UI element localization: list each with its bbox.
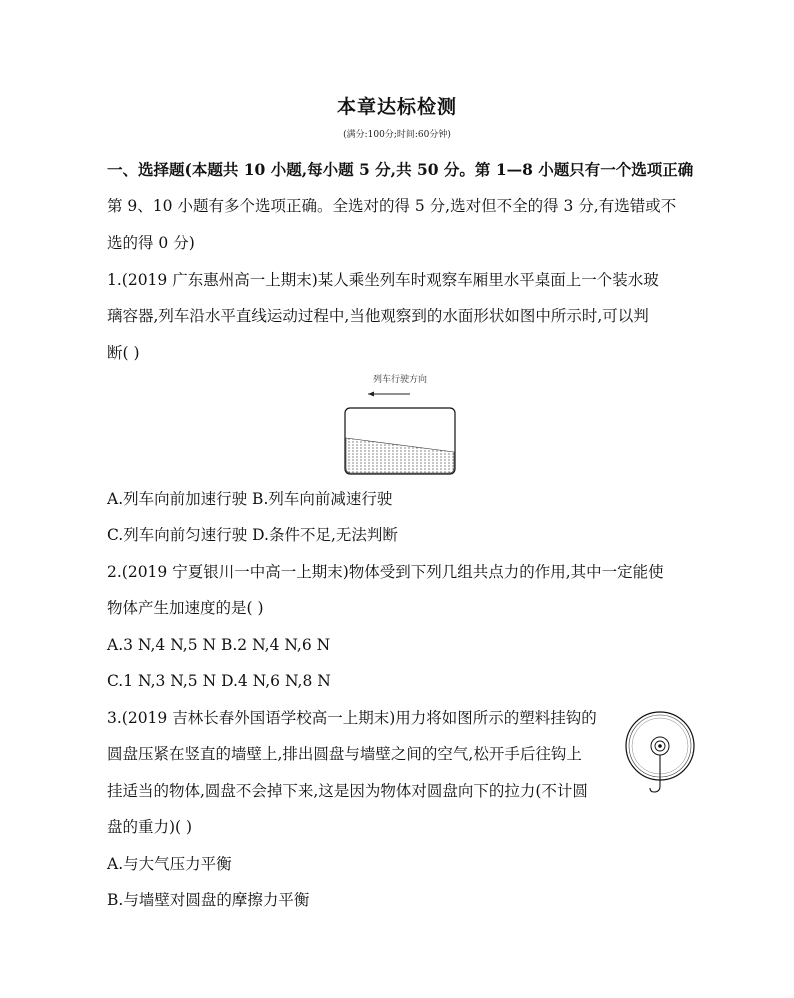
- q1-stem-line-2: 璃容器,列车沿水平直线运动过程中,当他观察到的水面形状如图中所示时,可以判: [107, 307, 649, 325]
- section-heading-line-2: 第 9、10 小题有多个选项正确。全选对的得 5 分,选对但不全的得 3 分,有选错或不: [107, 197, 677, 215]
- q3-option-a: A.与大气压力平衡: [107, 855, 232, 873]
- section-heading-line-3: 选的得 0 分): [107, 234, 195, 252]
- q2-options-row-2: C.1 N,3 N,5 N D.4 N,6 N,8 N: [107, 672, 331, 690]
- suction-hook-figure: [622, 708, 698, 800]
- section-heading-line-1: 一、选择题(本题共 10 小题,每小题 5 分,共 50 分。第 1—8 小题只有一个选项正确: [107, 160, 694, 179]
- page-title: 本章达标检测: [336, 96, 457, 118]
- q1-options-row-2: C.列车向前匀速行驶 D.条件不足,无法判断: [107, 526, 398, 544]
- q3-stem-line-3: 挂适当的物体,圆盘不会掉下来,这是因为物体对圆盘向下的拉力(不计圆: [107, 782, 588, 800]
- q3-stem-line-2: 圆盘压紧在竖直的墙壁上,排出圆盘与墙壁之间的空气,松开手后往钩上: [107, 745, 582, 763]
- q2-options-row-1: A.3 N,4 N,5 N B.2 N,4 N,6 N: [107, 636, 331, 654]
- q2-stem-line-2: 物体产生加速度的是( ): [107, 599, 264, 617]
- q3-option-b: B.与墙壁对圆盘的摩擦力平衡: [107, 891, 310, 909]
- q1-stem-line-1: 1.(2019 广东惠州高一上期末)某人乘坐列车时观察车厢里水平桌面上一个装水玻: [107, 271, 659, 289]
- q3-stem-line-1: 3.(2019 吉林长春外国语学校高一上期末)用力将如图所示的塑料挂钩的: [107, 709, 597, 727]
- q3-stem-line-4: 盘的重力)( ): [107, 818, 193, 836]
- q1-options-row-1: A.列车向前加速行驶 B.列车向前减速行驶: [107, 490, 393, 508]
- figure-caption-train-direction: 列车行驶方向: [372, 375, 427, 385]
- page-subtitle: (满分:100分;时间:60分钟): [343, 130, 451, 140]
- q1-stem-line-3: 断( ): [107, 344, 140, 362]
- train-water-container-figure: [340, 372, 460, 478]
- container-diagram: [340, 372, 460, 478]
- suction-cup-diagram: [622, 708, 698, 800]
- q2-stem-line-1: 2.(2019 宁夏银川一中高一上期末)物体受到下列几组共点力的作用,其中一定能使: [107, 563, 664, 581]
